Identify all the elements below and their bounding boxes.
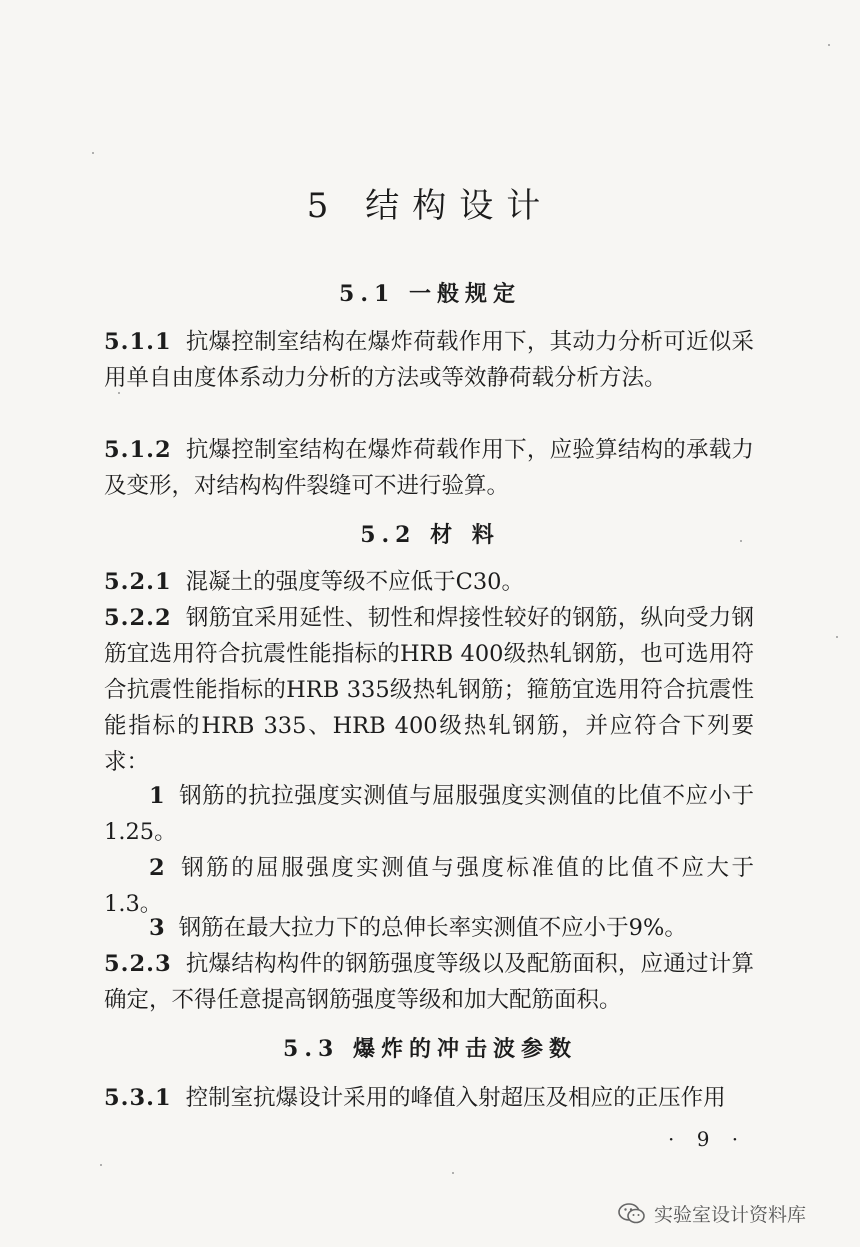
clause-text: 抗爆控制室结构在爆炸荷载作用下，其动力分析可近似采用单自由度体系动力分析的方法或等效静荷载分析方法。 xyxy=(104,329,754,391)
clause-text: 控制室抗爆设计采用的峰值入射超压及相应的正压作用 xyxy=(185,1085,726,1111)
list-item-number: 3 xyxy=(149,915,165,941)
clause-number: 5.2.2 xyxy=(104,605,172,631)
list-item-3 xyxy=(104,910,754,946)
scan-speck xyxy=(740,540,742,542)
clause-5-1-2 xyxy=(104,432,754,504)
scan-speck xyxy=(92,152,94,154)
list-item-number: 1 xyxy=(149,783,165,809)
scan-speck xyxy=(452,1172,454,1174)
clause-text: 混凝土的强度等级不应低于C30。 xyxy=(185,569,524,595)
clause-number: 5.2.3 xyxy=(104,951,172,977)
clause-text: 抗爆控制室结构在爆炸荷载作用下，应验算结构的承载力及变形，对结构构件裂缝可不进行验算。 xyxy=(104,437,754,499)
list-item-1 xyxy=(104,778,754,850)
clause-5-3-1 xyxy=(104,1080,754,1116)
scan-speck xyxy=(828,44,830,46)
watermark-text: 实验室设计资料库 xyxy=(654,1204,807,1226)
section-heading-5-3: 5.3 爆炸的冲击波参数 xyxy=(283,1036,577,1062)
clause-number: 5.2.1 xyxy=(104,569,172,595)
clause-text: 抗爆结构构件的钢筋强度等级以及配筋面积，应通过计算确定，不得任意提高钢筋强度等级和加大配筋面积。 xyxy=(104,951,754,1013)
section-heading-5-2: 5.2 材 料 xyxy=(360,522,500,548)
page-number: · 9 · xyxy=(668,1127,747,1151)
list-item-number: 2 xyxy=(149,855,165,881)
list-item-text: 钢筋的抗拉强度实测值与屈服强度实测值的比值不应小于1.25。 xyxy=(104,783,754,845)
clause-5-2-1 xyxy=(104,564,754,600)
clause-5-1-1 xyxy=(104,324,754,396)
scan-speck xyxy=(836,636,838,638)
list-item-text: 钢筋在最大拉力下的总伸长率实测值不应小于9%。 xyxy=(178,915,687,941)
wechat-icon xyxy=(618,1202,646,1226)
scan-speck xyxy=(100,1164,102,1166)
clause-5-2-2 xyxy=(104,600,754,780)
clause-5-2-3 xyxy=(104,946,754,1018)
clause-text: 钢筋宜采用延性、韧性和焊接性较好的钢筋，纵向受力钢筋宜选用符合抗震性能指标的HRB 400级热轧钢筋，也可选用符合抗震性能指标的HRB 335级热轧钢筋；箍筋宜选用符合抗震性能指标的HRB 335、HRB 400级热轧钢筋，并应符合下列要求： xyxy=(104,605,754,775)
list-item-text: 钢筋的屈服强度实测值与强度标准值的比值不应大于1.3。 xyxy=(104,855,754,917)
section-heading-5-1: 5.1 一般规定 xyxy=(339,281,521,307)
clause-number: 5.1.2 xyxy=(104,437,172,463)
chapter-title: 5 结构设计 xyxy=(306,186,554,226)
watermark xyxy=(618,1200,806,1227)
clause-number: 5.1.1 xyxy=(104,329,172,355)
clause-number: 5.3.1 xyxy=(104,1085,172,1111)
scan-speck xyxy=(118,392,120,394)
